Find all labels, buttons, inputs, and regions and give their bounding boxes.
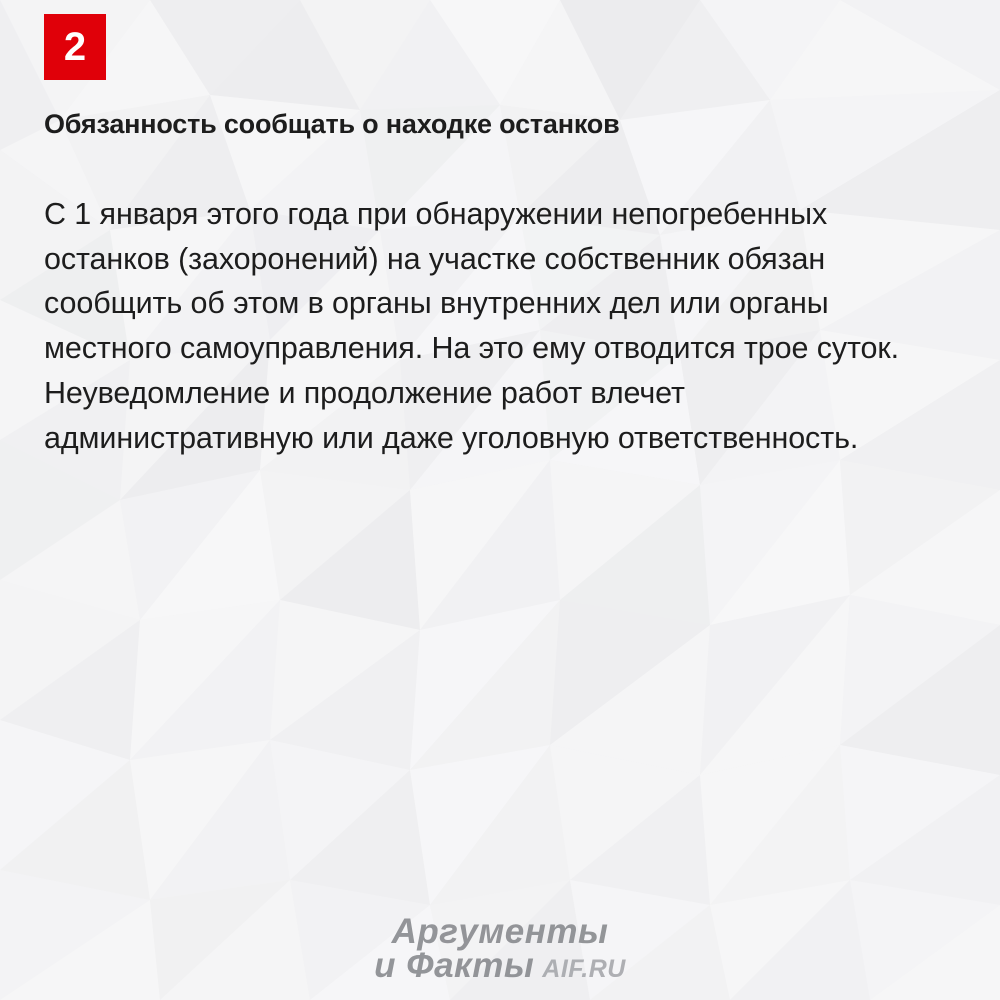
- logo-line-2-row: [374, 946, 626, 985]
- logo-domain: AIF.RU: [542, 955, 626, 983]
- text-content: [44, 108, 934, 461]
- step-number: 2: [63, 25, 87, 69]
- logo-line-1-row: [391, 911, 609, 951]
- aif-logo: [0, 911, 1000, 985]
- logo-word-facts: и Факты: [374, 946, 535, 985]
- page-title: Обязанность сообщать о находке останков: [44, 109, 620, 139]
- logo-word-arguments: Аргументы: [391, 911, 609, 951]
- body-paragraph: С 1 января этого года при обнаружении непогребенных останков (захоронений) на участке собственник обязан сообщить об этом в органы внутренних дел или органы местного самоуправления. На это ему отводится трое суток. Неуведомление и продолжение работ влечет административную или даже уголовную ответственность.: [44, 196, 900, 455]
- step-number-badge: [44, 14, 106, 80]
